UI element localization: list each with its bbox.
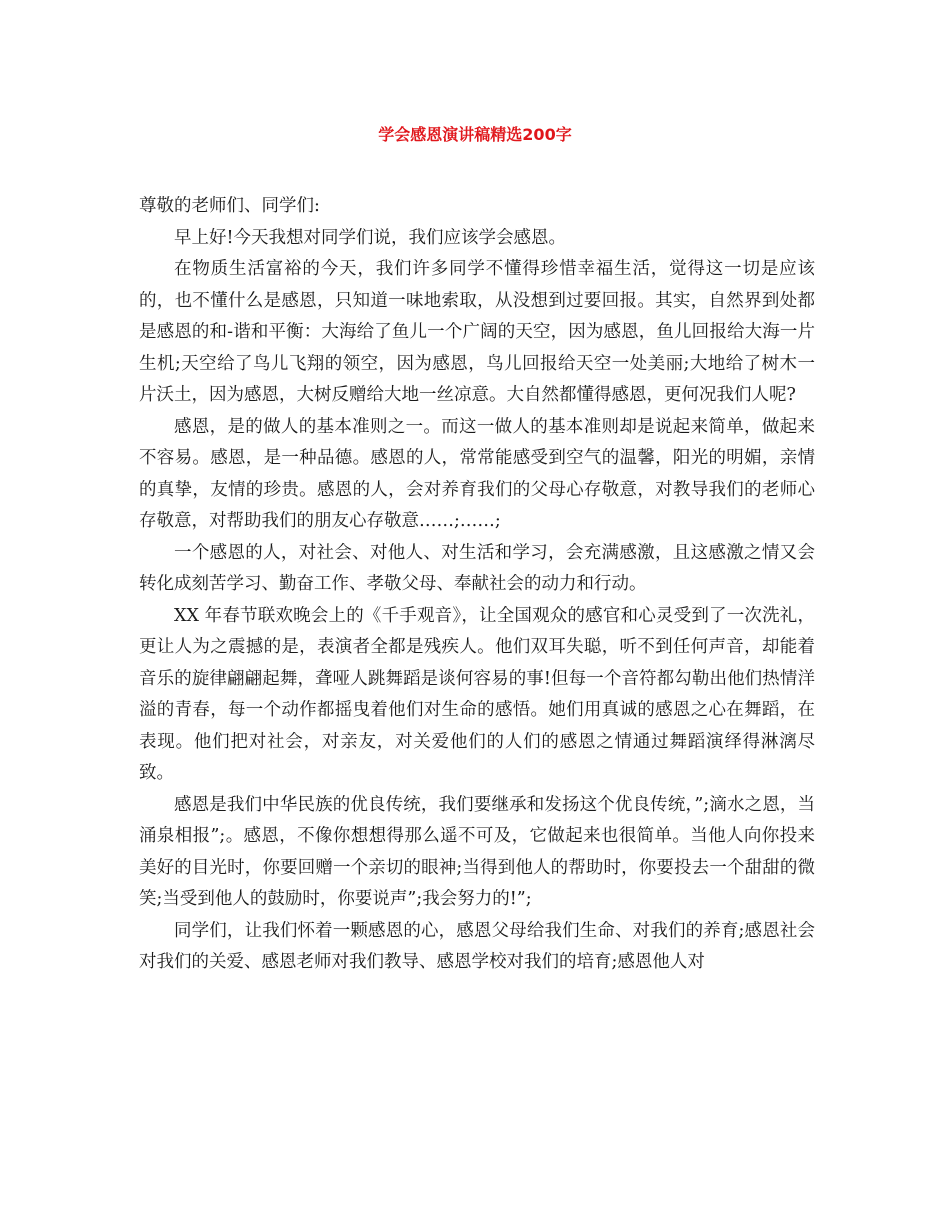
paragraph-tradition: 感恩是我们中华民族的优良传统，我们要继承和发扬这个优良传统，”;滴水之恩，当涌泉相报”;。感恩，不像你想想得那么遥不可及，它做起来也很简单。当他人向你投来美好的目光时，你要回赠一个亲切的眼神;当得到他人的帮助时，你要投去一个甜甜的微笑;当受到他人的鼓励时，你要说声”;我会努力的!”; [139,794,815,909]
paragraph-thousand-hands: XX 年春节联欢晚会上的《千手观音》，让全国观众的感官和心灵受到了一次洗礼，更让人为之震撼的是，表演者全都是残疾人。他们双耳失聪，听不到任何声音，却能着音乐的旋律翩翩起舞，聋哑人跳舞蹈是谈何容易的事!但每一个音符都勾勒出他们热情洋溢的青春，每一个动作都摇曳着他们对生命的感悟。她们用真诚的感恩之心在舞蹈，在表现。他们把对社会，对亲友，对关爱他们的人们的感恩之情通过舞蹈演绎得淋漓尽致。 [139,605,815,783]
paragraph-grateful-person: 一个感恩的人，对社会、对他人、对生活和学习，会充满感激，且这感激之情又会转化成刻苦学习、勤奋工作、孝敬父母、奉献社会的动力和行动。 [139,542,815,594]
paragraph-closing: 同学们，让我们怀着一颗感恩的心，感恩父母给我们生命、对我们的养育;感恩社会对我们的关爱、感恩老师对我们教导、感恩学校对我们的培育;感恩他人对 [139,920,815,972]
paragraph-greeting: 早上好!今天我想对同学们说，我们应该学会感恩。 [174,227,567,248]
salutation: 尊敬的老师们、同学们: [139,196,320,216]
document-body [139,191,815,979]
document-title: 学会感恩演讲稿精选200字 [378,125,572,144]
paragraph-principle: 感恩，是的做人的基本准则之一。而这一做人的基本准则却是说起来简单，做起来不容易。感恩，是一种品德。感恩的人，常常能感受到空气的温馨，阳光的明媚，亲情的真挚，友情的珍贵。感恩的人，会对养育我们的父母心存敬意，对教导我们的老师心存敬意，对帮助我们的朋友心存敬意……;……; [139,416,815,531]
paragraph-nature: 在物质生活富裕的今天，我们许多同学不懂得珍惜幸福生活，觉得这一切是应该的，也不懂什么是感恩，只知道一味地索取，从没想到过要回报。其实，自然界到处都是感恩的和-谐和平衡：大海给了鱼儿一个广阔的天空，因为感恩，鱼儿回报给大海一片生机;天空给了鸟儿飞翔的领空，因为感恩，鸟儿回报给天空一处美丽;大地给了树木一片沃土，因为感恩，大树反赠给大地一丝凉意。大自然都懂得感恩，更何况我们人呢? [139,259,815,405]
